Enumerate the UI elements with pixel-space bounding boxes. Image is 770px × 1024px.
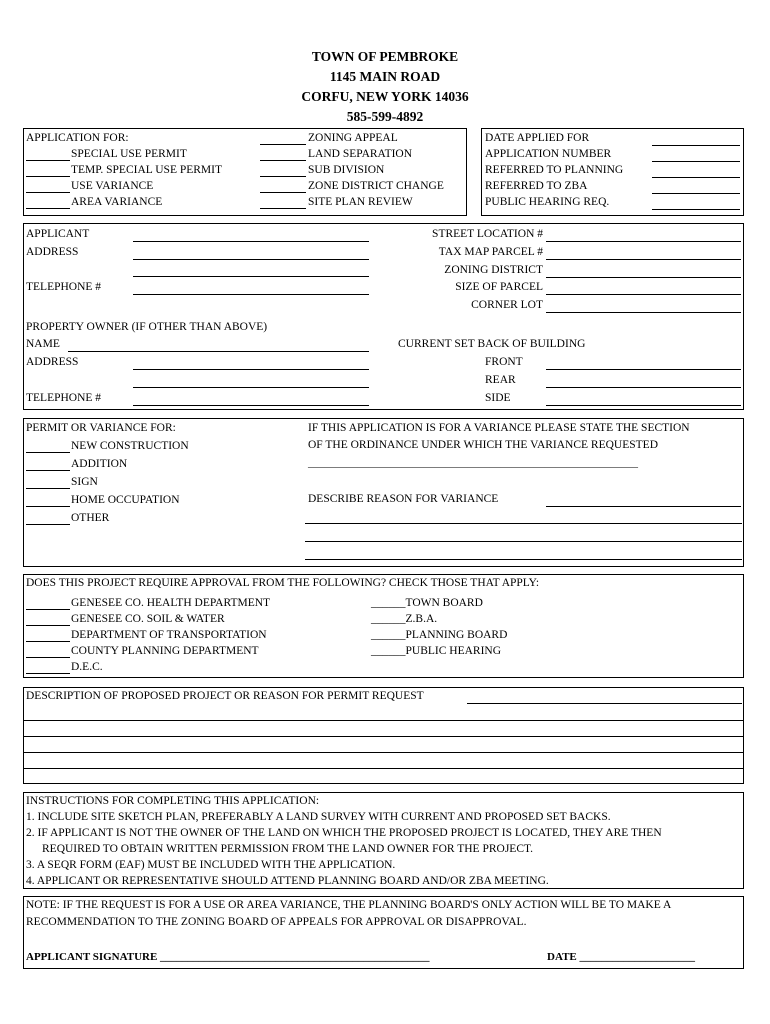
addition-label: ADDITION <box>71 458 128 470</box>
special-use-permit-blank[interactable] <box>26 160 70 161</box>
approvals-title: DOES THIS PROJECT REQUIRE APPROVAL FROM THE FOLLOWING? CHECK THOSE THAT APPLY: <box>26 577 540 589</box>
land-separation-blank[interactable] <box>260 160 306 161</box>
note-line-1: NOTE: IF THE REQUEST IS FOR A USE OR AREA VARIANCE, THE PLANNING BOARD'S ONLY ACTION WILL BE TO MAKE A <box>26 899 672 911</box>
county-planning-label: COUNTY PLANNING DEPARTMENT <box>71 645 259 657</box>
reason-field-3[interactable] <box>305 541 742 542</box>
applicant-signature-field[interactable]: APPLICANT SIGNATURE _________________________________________________ <box>26 951 430 963</box>
front-label: FRONT <box>485 356 523 368</box>
use-variance-label: USE VARIANCE <box>71 180 154 192</box>
permit-title: PERMIT OR VARIANCE FOR: <box>26 422 176 434</box>
land-separation-label: LAND SEPARATION <box>308 148 413 160</box>
zoning-appeal-blank[interactable] <box>260 144 306 145</box>
address-label: ADDRESS <box>26 246 79 258</box>
other-blank[interactable] <box>26 524 70 525</box>
instruction-3: 3. A SEQR FORM (EAF) MUST BE INCLUDED WITH THE APPLICATION. <box>26 859 396 871</box>
telephone-label: TELEPHONE # <box>26 281 102 293</box>
zoning-district-field[interactable] <box>546 277 741 278</box>
property-owner-title: PROPERTY OWNER (IF OTHER THAN ABOVE) <box>26 321 268 333</box>
applicant-field[interactable] <box>133 241 369 242</box>
zone-district-change-blank[interactable] <box>260 192 306 193</box>
variance-instruction-2: OF THE ORDINANCE UNDER WHICH THE VARIANCE REQUESTED <box>308 439 659 451</box>
instruction-1: 1. INCLUDE SITE SKETCH PLAN, PREFERABLY A LAND SURVEY WITH CURRENT AND PROPOSED SET BACKS. <box>26 811 611 823</box>
note-line-2: RECOMMENDATION TO THE ZONING BOARD OF APPEALS FOR APPROVAL OR DISAPPROVAL. <box>26 916 527 928</box>
health-dept-label: GENESEE CO. HEALTH DEPARTMENT <box>71 597 271 609</box>
side-field[interactable] <box>546 405 741 406</box>
public-hearing-req-field[interactable] <box>652 209 740 210</box>
application-for-title: APPLICATION FOR: <box>26 132 129 144</box>
rear-field[interactable] <box>546 387 741 388</box>
zoning-appeal-label: ZONING APPEAL <box>308 132 398 144</box>
zoning-district-label: ZONING DISTRICT <box>444 264 543 276</box>
soil-water-blank[interactable] <box>26 625 70 626</box>
owner-name-label: NAME <box>26 338 60 350</box>
ordinance-section-field[interactable]: ____________________________________________________________ <box>308 457 638 469</box>
soil-water-label: GENESEE CO. SOIL & WATER <box>71 613 225 625</box>
size-of-parcel-label: SIZE OF PARCEL <box>455 281 543 293</box>
size-of-parcel-field[interactable] <box>546 294 741 295</box>
dec-label: D.E.C. <box>71 661 103 673</box>
owner-telephone-field[interactable] <box>133 405 369 406</box>
town-street: 1145 MAIN ROAD <box>329 69 441 84</box>
applicant-box <box>23 223 744 410</box>
town-phone: 585-599-4892 <box>346 109 424 124</box>
other-label: OTHER <box>71 512 110 524</box>
home-occupation-blank[interactable] <box>26 506 70 507</box>
telephone-field[interactable] <box>133 294 369 295</box>
dot-label: DEPARTMENT OF TRANSPORTATION <box>71 629 267 641</box>
variance-instruction-1: IF THIS APPLICATION IS FOR A VARIANCE PLEASE STATE THE SECTION <box>308 422 690 434</box>
home-occupation-label: HOME OCCUPATION <box>71 494 180 506</box>
application-number-label: APPLICATION NUMBER <box>485 148 612 160</box>
owner-address-field-1[interactable] <box>133 369 369 370</box>
addition-blank[interactable] <box>26 470 70 471</box>
description-line-5[interactable] <box>23 768 744 769</box>
temp-special-use-permit-label: TEMP. SPECIAL USE PERMIT <box>71 164 223 176</box>
address-field-1[interactable] <box>133 259 369 260</box>
setback-title: CURRENT SET BACK OF BUILDING <box>398 338 586 350</box>
zba-option[interactable]: ______Z.B.A. <box>371 613 438 625</box>
reason-label: DESCRIBE REASON FOR VARIANCE <box>308 493 499 505</box>
address-field-2[interactable] <box>133 276 369 277</box>
county-planning-blank[interactable] <box>26 657 70 658</box>
description-line-4[interactable] <box>23 752 744 753</box>
referred-planning-label: REFERRED TO PLANNING <box>485 164 624 176</box>
temp-special-use-permit-blank[interactable] <box>26 176 70 177</box>
use-variance-blank[interactable] <box>26 192 70 193</box>
instruction-2-continued: REQUIRED TO OBTAIN WRITTEN PERMISSION FROM THE LAND OWNER FOR THE PROJECT. <box>42 843 534 855</box>
planning-board-option[interactable]: ______PLANNING BOARD <box>371 629 508 641</box>
referred-zba-field[interactable] <box>652 193 740 194</box>
owner-name-field[interactable] <box>68 351 369 352</box>
description-line-2[interactable] <box>23 720 744 721</box>
description-field-1[interactable] <box>467 703 742 704</box>
signature-date-field[interactable]: DATE _____________________ <box>547 951 695 963</box>
owner-address-field-2[interactable] <box>133 387 369 388</box>
instructions-title: INSTRUCTIONS FOR COMPLETING THIS APPLICATION: <box>26 795 320 807</box>
site-plan-review-blank[interactable] <box>260 208 306 209</box>
application-number-field[interactable] <box>652 161 740 162</box>
sub-division-blank[interactable] <box>260 176 306 177</box>
new-construction-label: NEW CONSTRUCTION <box>71 440 189 452</box>
corner-lot-label: CORNER LOT <box>471 299 543 311</box>
tax-map-field[interactable] <box>546 259 741 260</box>
date-applied-label: DATE APPLIED FOR <box>485 132 590 144</box>
town-name: TOWN OF PEMBROKE <box>311 49 459 64</box>
area-variance-label: AREA VARIANCE <box>71 196 163 208</box>
site-plan-review-label: SITE PLAN REVIEW <box>308 196 413 208</box>
referred-planning-field[interactable] <box>652 177 740 178</box>
description-title: DESCRIPTION OF PROPOSED PROJECT OR REASON FOR PERMIT REQUEST <box>26 690 424 702</box>
description-line-3[interactable] <box>23 736 744 737</box>
dot-blank[interactable] <box>26 641 70 642</box>
area-variance-blank[interactable] <box>26 208 70 209</box>
dec-blank[interactable] <box>26 673 70 674</box>
public-hearing-option[interactable]: ______PUBLIC HEARING <box>371 645 502 657</box>
instruction-4: 4. APPLICANT OR REPRESENTATIVE SHOULD ATTEND PLANNING BOARD AND/OR ZBA MEETING. <box>26 875 549 887</box>
sign-label: SIGN <box>71 476 98 488</box>
reason-field-4[interactable] <box>305 559 742 560</box>
applicant-label: APPLICANT <box>26 228 90 240</box>
sub-division-label: SUB DIVISION <box>308 164 385 176</box>
street-location-field[interactable] <box>546 241 741 242</box>
front-field[interactable] <box>546 369 741 370</box>
sign-blank[interactable] <box>26 488 70 489</box>
rear-label: REAR <box>485 374 516 386</box>
reason-field-2[interactable] <box>305 523 742 524</box>
side-label: SIDE <box>485 392 511 404</box>
date-applied-field[interactable] <box>652 145 740 146</box>
referred-zba-label: REFERRED TO ZBA <box>485 180 588 192</box>
zone-district-change-label: ZONE DISTRICT CHANGE <box>308 180 444 192</box>
public-hearing-req-label: PUBLIC HEARING REQ. <box>485 196 610 208</box>
corner-lot-field[interactable] <box>546 312 741 313</box>
instruction-2: 2. IF APPLICANT IS NOT THE OWNER OF THE LAND ON WHICH THE PROPOSED PROJECT IS LOCATED, THEY ARE THEN <box>26 827 662 839</box>
new-construction-blank[interactable] <box>26 452 70 453</box>
owner-telephone-label: TELEPHONE # <box>26 392 102 404</box>
reason-field-1[interactable] <box>546 506 741 507</box>
owner-address-label: ADDRESS <box>26 356 79 368</box>
street-location-label: STREET LOCATION # <box>432 228 543 240</box>
health-dept-blank[interactable] <box>26 609 70 610</box>
town-board-option[interactable]: ______TOWN BOARD <box>371 597 483 609</box>
special-use-permit-label: SPECIAL USE PERMIT <box>71 148 187 160</box>
tax-map-label: TAX MAP PARCEL # <box>438 246 543 258</box>
town-city: CORFU, NEW YORK 14036 <box>301 89 469 104</box>
